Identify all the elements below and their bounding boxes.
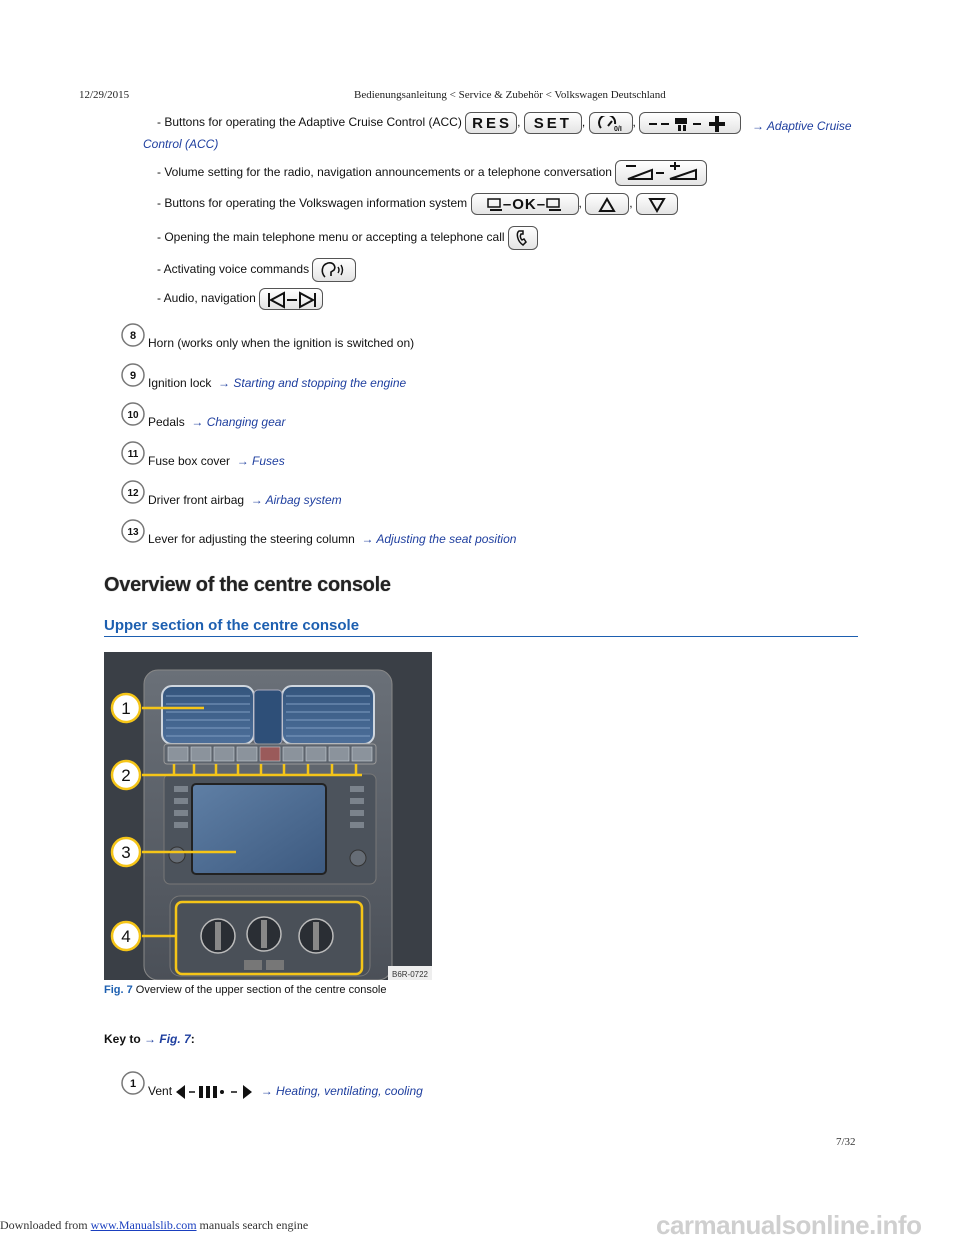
comma: , xyxy=(629,196,633,211)
figure-label: Fig. 7 xyxy=(104,984,133,996)
bullet-voice-text: - Activating voice commands xyxy=(157,262,310,277)
svg-text:13: 13 xyxy=(127,527,139,538)
svg-text:0/I: 0/I xyxy=(613,126,622,133)
subsection-rule xyxy=(104,636,858,637)
menu-icon xyxy=(487,198,503,212)
number-badge xyxy=(120,1070,146,1096)
distance-minus-plus-icon xyxy=(639,112,741,134)
centre-console-illustration xyxy=(104,652,432,980)
svg-text:8: 8 xyxy=(129,330,137,342)
bullet-volume xyxy=(157,160,707,186)
bullet-voice xyxy=(157,258,356,282)
comma: , xyxy=(632,115,636,130)
item-link[interactable]: → Adjusting the seat position xyxy=(361,532,517,546)
vent-adjust-icon xyxy=(175,1084,257,1100)
number-badge xyxy=(120,401,146,427)
item-link[interactable]: → Heating, ventilating, cooling xyxy=(260,1084,423,1099)
bullet-vw-info xyxy=(157,193,678,215)
bullet-phone-text: - Opening the main telephone menu or accepting a telephone call xyxy=(157,230,505,245)
item-text: Vent xyxy=(148,1084,173,1099)
section-title: Overview of the centre console xyxy=(104,574,391,596)
figure-caption-text: Overview of the upper section of the centre console xyxy=(135,984,387,996)
figure-code: B6R-0722 xyxy=(391,970,429,979)
item-text: Fuse box cover xyxy=(148,454,231,468)
centre-console-figure xyxy=(104,652,432,980)
item-text: Driver front airbag xyxy=(148,493,245,507)
bullet-acc-text: - Buttons for operating the Adaptive Cruise Control (ACC) xyxy=(157,115,462,130)
download-footer xyxy=(0,1218,308,1233)
svg-text:1: 1 xyxy=(129,1078,137,1090)
ok-label: OK xyxy=(512,196,537,213)
item-link[interactable]: → Changing gear xyxy=(191,415,286,429)
item-text: Pedals xyxy=(148,415,185,429)
comma: , xyxy=(581,115,586,130)
bullet-phone xyxy=(157,226,538,250)
bullet-volume-text: - Volume setting for the radio, navigation announcements or a telephone conversation xyxy=(157,165,612,180)
key-to-colon: : xyxy=(190,1032,195,1046)
print-date: 12/29/2015 xyxy=(79,89,130,101)
subsection-title: Upper section of the centre console xyxy=(104,617,360,634)
acc-link-cont[interactable]: Control (ACC) xyxy=(143,137,219,151)
figure-caption xyxy=(104,984,387,996)
svg-text:12: 12 xyxy=(127,488,139,499)
bullet-audio-text: - Audio, navigation xyxy=(157,291,256,306)
key-to-link[interactable]: → Fig. 7 xyxy=(144,1032,191,1046)
number-badge xyxy=(120,362,146,388)
bullet-audio xyxy=(157,288,323,310)
item-link[interactable]: → Airbag system xyxy=(250,493,342,507)
bullet-vw-info-text: - Buttons for operating the Volkswagen information system xyxy=(157,196,468,211)
callout-2: 2 xyxy=(121,766,131,785)
number-badge xyxy=(120,518,146,544)
up-triangle-icon xyxy=(585,193,629,215)
item-text: Horn (works only when the ignition is switched on) xyxy=(148,336,415,350)
phone-icon xyxy=(508,226,538,250)
item-text: Lever for adjusting the steering column xyxy=(148,532,355,546)
footer-prefix: Downloaded from xyxy=(0,1218,88,1232)
item-link[interactable]: → Starting and stopping the engine xyxy=(218,376,407,390)
comma: , xyxy=(517,115,521,130)
speedometer-icon xyxy=(589,112,633,134)
number-badge xyxy=(120,322,146,348)
down-triangle-icon xyxy=(636,193,678,215)
print-title: Bedienungsanleitung < Service & Zubehör < Volkswagen Deutschland xyxy=(354,89,666,101)
comma: , xyxy=(578,196,582,211)
callout-1: 1 xyxy=(121,699,131,718)
set-key: SET xyxy=(524,112,582,134)
ok-scroll-key: –OK– xyxy=(471,193,579,215)
item-text: Ignition lock xyxy=(148,376,212,390)
menu-icon xyxy=(546,198,562,212)
svg-text:10: 10 xyxy=(127,410,139,421)
voice-command-icon xyxy=(312,258,356,282)
item-link[interactable]: → Fuses xyxy=(236,454,285,468)
page-number: 7/32 xyxy=(836,1136,856,1148)
key-to xyxy=(104,1032,195,1046)
callout-3: 3 xyxy=(121,843,131,862)
manualslib-link[interactable]: www.Manualslib.com xyxy=(90,1218,197,1232)
footer-suffix: manuals search engine xyxy=(199,1218,309,1232)
watermark: carmanualsonline.info xyxy=(656,1210,922,1240)
res-key: RES xyxy=(465,112,517,134)
volume-icon xyxy=(615,160,707,186)
svg-text:11: 11 xyxy=(127,449,139,460)
number-badge xyxy=(120,440,146,466)
key-to-label: Key to xyxy=(104,1032,141,1046)
svg-text:9: 9 xyxy=(129,370,137,382)
skip-prev-next-icon xyxy=(259,288,323,310)
callout-4: 4 xyxy=(121,927,131,946)
acc-link[interactable]: → Adaptive Cruise xyxy=(752,119,852,133)
number-badge xyxy=(120,479,146,505)
